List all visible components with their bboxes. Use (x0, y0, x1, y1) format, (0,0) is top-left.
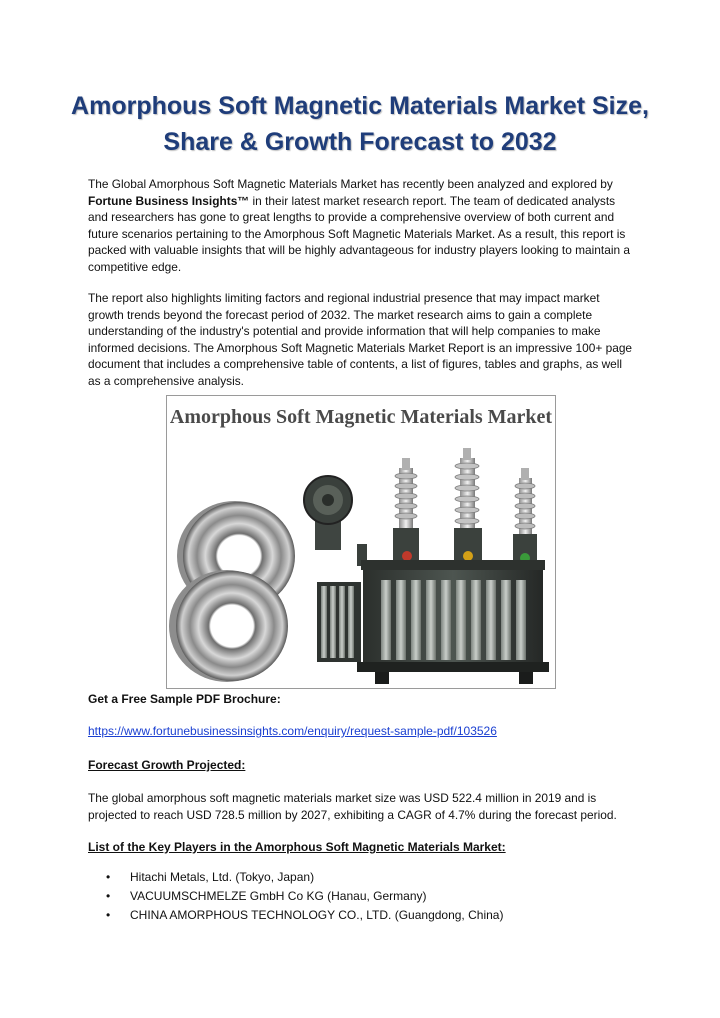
forecast-heading: Forecast Growth Projected: (88, 758, 246, 772)
bullet-icon: • (106, 889, 111, 903)
intro-text-start: The Global Amorphous Soft Magnetic Materials Market has recently been analyzed and explored by (88, 177, 613, 191)
players-heading: List of the Key Players in the Amorphous Soft Magnetic Materials Market: (88, 840, 506, 854)
report-paragraph: The report also highlights limiting factors and regional industrial presence that may impact market growth trends beyond the forecast period of 2032. The market research aims to gain a complete understanding of the industry's potential and provide information that will help companies to make informed decisions. The Amorphous Soft Magnetic Materials Market Report is an impressive 100+ page document that includes a comprehensive table of contents, a list of figures, tables and graphs, as well as a comprehensive analysis. (88, 291, 633, 388)
document-title (60, 88, 660, 160)
bullet-icon: • (106, 908, 111, 922)
bullet-icon: • (106, 870, 111, 884)
indicator-red (402, 551, 412, 561)
list-item (88, 887, 648, 906)
market-figure (166, 395, 556, 689)
conservator-tank (304, 476, 367, 566)
title-line-2: Share & Growth Forecast to 2032 (163, 128, 557, 156)
steel-coil-front (169, 570, 288, 682)
sample-label: Get a Free Sample PDF Brochure: (88, 692, 281, 706)
transformer-illustration (167, 396, 555, 688)
sample-pdf-link[interactable]: https://www.fortunebusinessinsights.com/enquiry/request-sample-pdf/103526 (88, 724, 497, 738)
player-name: Hitachi Metals, Ltd. (Tokyo, Japan) (130, 870, 315, 884)
title-line-1: Amorphous Soft Magnetic Materials Market Size, (71, 92, 649, 120)
intro-paragraph (88, 176, 636, 275)
list-item (88, 868, 648, 887)
player-name: CHINA AMORPHOUS TECHNOLOGY CO., LTD. (Guangdong, China) (130, 908, 504, 922)
key-players-list (88, 868, 648, 925)
bushing-middle (454, 448, 482, 568)
forecast-paragraph: The global amorphous soft magnetic materials market size was USD 522.4 million in 2019 and is projected to reach USD 728.5 million by 2027, exhibiting a CAGR of 4.7% during the forecast period. (88, 791, 617, 822)
figure-title: Amorphous Soft Magnetic Materials Market (169, 406, 553, 428)
player-name: VACUUMSCHMELZE GmbH Co KG (Hanau, Germany) (130, 889, 427, 903)
list-item (88, 906, 648, 925)
indicator-yellow (463, 551, 473, 561)
publisher-name: Fortune Business Insights™ (88, 193, 250, 208)
intro-text-end: in their latest market research report. The team of dedicated analysts and researchers has gone to great lengths to provide a comprehensive overview of both current and future scenarios pertaining to the Amorphous Soft Magnetic Materials Market. As a result, this report is packed with valuable insights that will be highly advantageous for industry players looking to maintain a competitive edge. (88, 193, 630, 274)
